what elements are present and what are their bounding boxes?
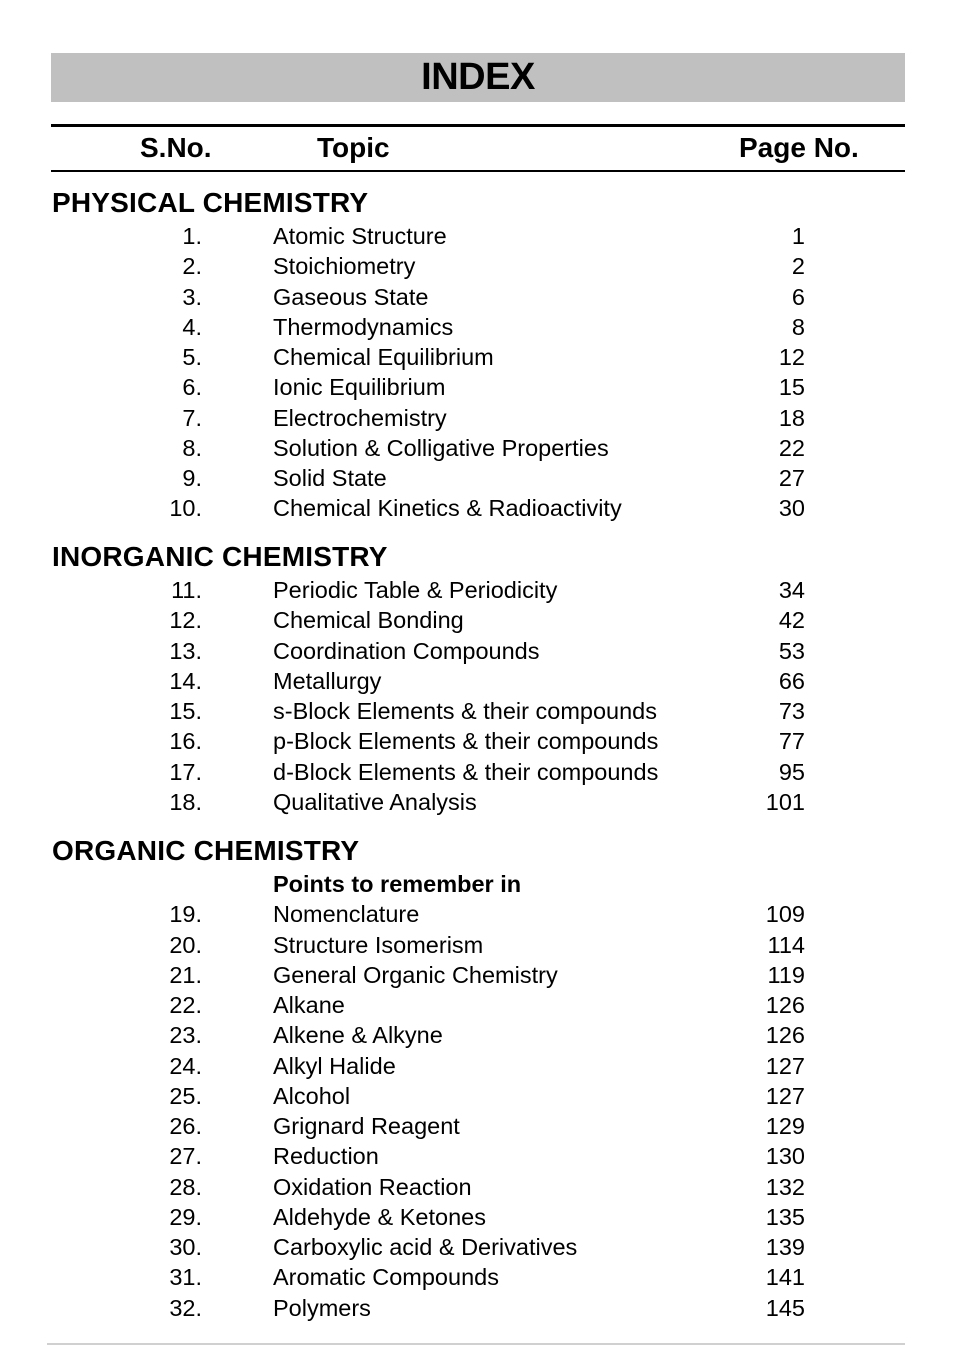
page-number: 119 [767,961,805,988]
topic-name: Periodic Table & Periodicity [273,577,558,603]
table-row [0,251,972,281]
serial-number: 16. [169,728,202,755]
page-number: 130 [765,1143,805,1170]
topic-name: Metallurgy [273,667,382,694]
table-row [0,1232,972,1262]
topic-name: Solid State [273,465,387,491]
page-number: 73 [778,698,805,724]
topic-name: Solution & Colligative Properties [273,434,609,461]
serial-number: 9. [182,465,202,491]
table-row [0,899,972,929]
table-row [0,312,972,342]
section-title: PHYSICAL CHEMISTRY [52,187,369,218]
serial-number: 10. [169,495,202,522]
topic-name: Electrochemistry [273,404,447,431]
table-row [0,1202,972,1232]
page-number: 141 [765,1264,805,1291]
serial-number: 5. [182,344,202,370]
serial-number: 19. [169,901,202,928]
page-number: 2 [791,253,805,280]
serial-number: 11. [171,577,202,603]
serial-number: 23. [169,1022,202,1049]
column-header-page: Page No. [739,132,859,163]
table-row [0,666,972,696]
topic-name: Structure Isomerism [273,931,484,958]
section-inorganic-chemistry [0,539,972,817]
topic-name: Polymers [273,1294,371,1321]
serial-number: 26. [169,1113,202,1139]
index-title-band [51,53,905,102]
page-number: 22 [778,434,805,461]
page-number: 15 [778,374,805,401]
serial-number: 20. [169,931,202,958]
page-number: 145 [765,1294,805,1321]
table-row [0,1262,972,1292]
topic-name: p-Block Elements & their compounds [273,728,659,755]
section-subtitle: Points to remember in [273,871,522,897]
serial-number: 15. [169,698,202,724]
table-row [0,575,972,605]
serial-number: 27. [169,1143,202,1170]
topic-name: Thermodynamics [273,313,454,340]
page-number: 77 [778,728,805,755]
page-number: 27 [778,465,805,491]
topic-name: Coordination Compounds [273,637,540,664]
table-row [0,463,972,493]
page-number: 127 [765,1082,805,1109]
table-row [0,493,972,523]
table-row [0,726,972,756]
section-title: ORGANIC CHEMISTRY [52,835,360,866]
serial-number: 4. [182,313,202,340]
topic-name: Nomenclature [273,901,420,928]
topic-name: Grignard Reagent [273,1113,460,1139]
page-number: 126 [765,1022,805,1049]
serial-number: 3. [182,283,202,310]
topic-name: Alcohol [273,1082,351,1109]
page-number: 53 [778,637,805,664]
table-row [0,1111,972,1141]
topic-name: Chemical Bonding [273,607,464,634]
header-top-rule [51,124,905,127]
serial-number: 22. [169,992,202,1018]
table-row [0,990,972,1020]
serial-number: 21. [169,961,202,988]
serial-number: 8. [182,434,202,461]
serial-number: 29. [169,1203,202,1230]
page-number: 126 [765,992,805,1018]
topic-name: d-Block Elements & their compounds [273,758,659,785]
topic-name: s-Block Elements & their compounds [273,698,657,724]
serial-number: 18. [169,788,202,815]
serial-number: 31. [169,1264,202,1291]
serial-number: 25. [169,1082,202,1109]
page-number: 135 [765,1203,805,1230]
table-row [0,403,972,433]
topic-name: Oxidation Reaction [273,1173,472,1200]
page-number: 109 [765,901,805,928]
table-row [0,342,972,372]
section-physical-chemistry [0,185,972,524]
table-row [0,1293,972,1323]
topic-name: Atomic Structure [273,223,447,249]
topic-name: Alkyl Halide [273,1052,396,1079]
section-organic-chemistry [0,833,972,1323]
page-number: 30 [778,495,805,522]
serial-number: 12. [169,607,202,634]
serial-number: 2. [182,253,202,280]
section-title: INORGANIC CHEMISTRY [52,541,388,572]
table-row [0,1081,972,1111]
serial-number: 28. [169,1173,202,1200]
serial-number: 6. [182,374,202,401]
table-row [0,1051,972,1081]
table-row [0,636,972,666]
page-number: 6 [791,283,805,310]
topic-name: Stoichiometry [273,253,416,280]
table-row [0,757,972,787]
topic-name: Gaseous State [273,283,429,310]
table-row [0,282,972,312]
table-row [0,930,972,960]
topic-name: Chemical Kinetics & Radioactivity [273,495,622,522]
page-number: 18 [778,404,805,431]
serial-number: 7. [182,404,202,431]
topic-name: Reduction [273,1143,379,1170]
header-bottom-rule [51,170,905,172]
serial-number: 17. [169,758,202,785]
page-number: 101 [765,788,805,815]
page-number: 129 [765,1113,805,1139]
topic-name: Chemical Equilibrium [273,344,494,370]
page-number: 1 [791,223,805,249]
table-row [0,1141,972,1171]
table-row [0,1172,972,1202]
serial-number: 14. [169,667,202,694]
page-number: 95 [778,758,805,785]
page-number: 132 [765,1173,805,1200]
topic-name: Carboxylic acid & Derivatives [273,1234,578,1260]
column-header-sno: S.No. [140,132,212,163]
page-number: 8 [791,313,805,340]
page-number: 66 [778,667,805,694]
topic-name: Alkene & Alkyne [273,1022,443,1049]
topic-name: General Organic Chemistry [273,961,558,988]
serial-number: 30. [169,1234,202,1260]
topic-name: Ionic Equilibrium [273,374,446,401]
page-number: 12 [778,344,805,370]
page-number: 139 [765,1234,805,1260]
index-title: INDEX [421,56,535,98]
table-row [0,787,972,817]
table-row [0,1020,972,1050]
table-row [0,433,972,463]
serial-number: 32. [169,1294,202,1321]
column-header-topic: Topic [317,132,390,163]
table-row [0,221,972,251]
page-number: 42 [778,607,805,634]
page-number: 114 [767,931,805,958]
serial-number: 1. [182,223,202,249]
table-row [0,960,972,990]
page-number: 34 [778,577,805,603]
serial-number: 24. [169,1052,202,1079]
topic-name: Qualitative Analysis [273,788,477,815]
table-row [0,605,972,635]
table-row [0,696,972,726]
table-row [0,372,972,402]
page-number: 127 [765,1052,805,1079]
topic-name: Aldehyde & Ketones [273,1203,486,1230]
topic-name: Alkane [273,992,345,1018]
topic-name: Aromatic Compounds [273,1264,499,1291]
serial-number: 13. [169,637,202,664]
